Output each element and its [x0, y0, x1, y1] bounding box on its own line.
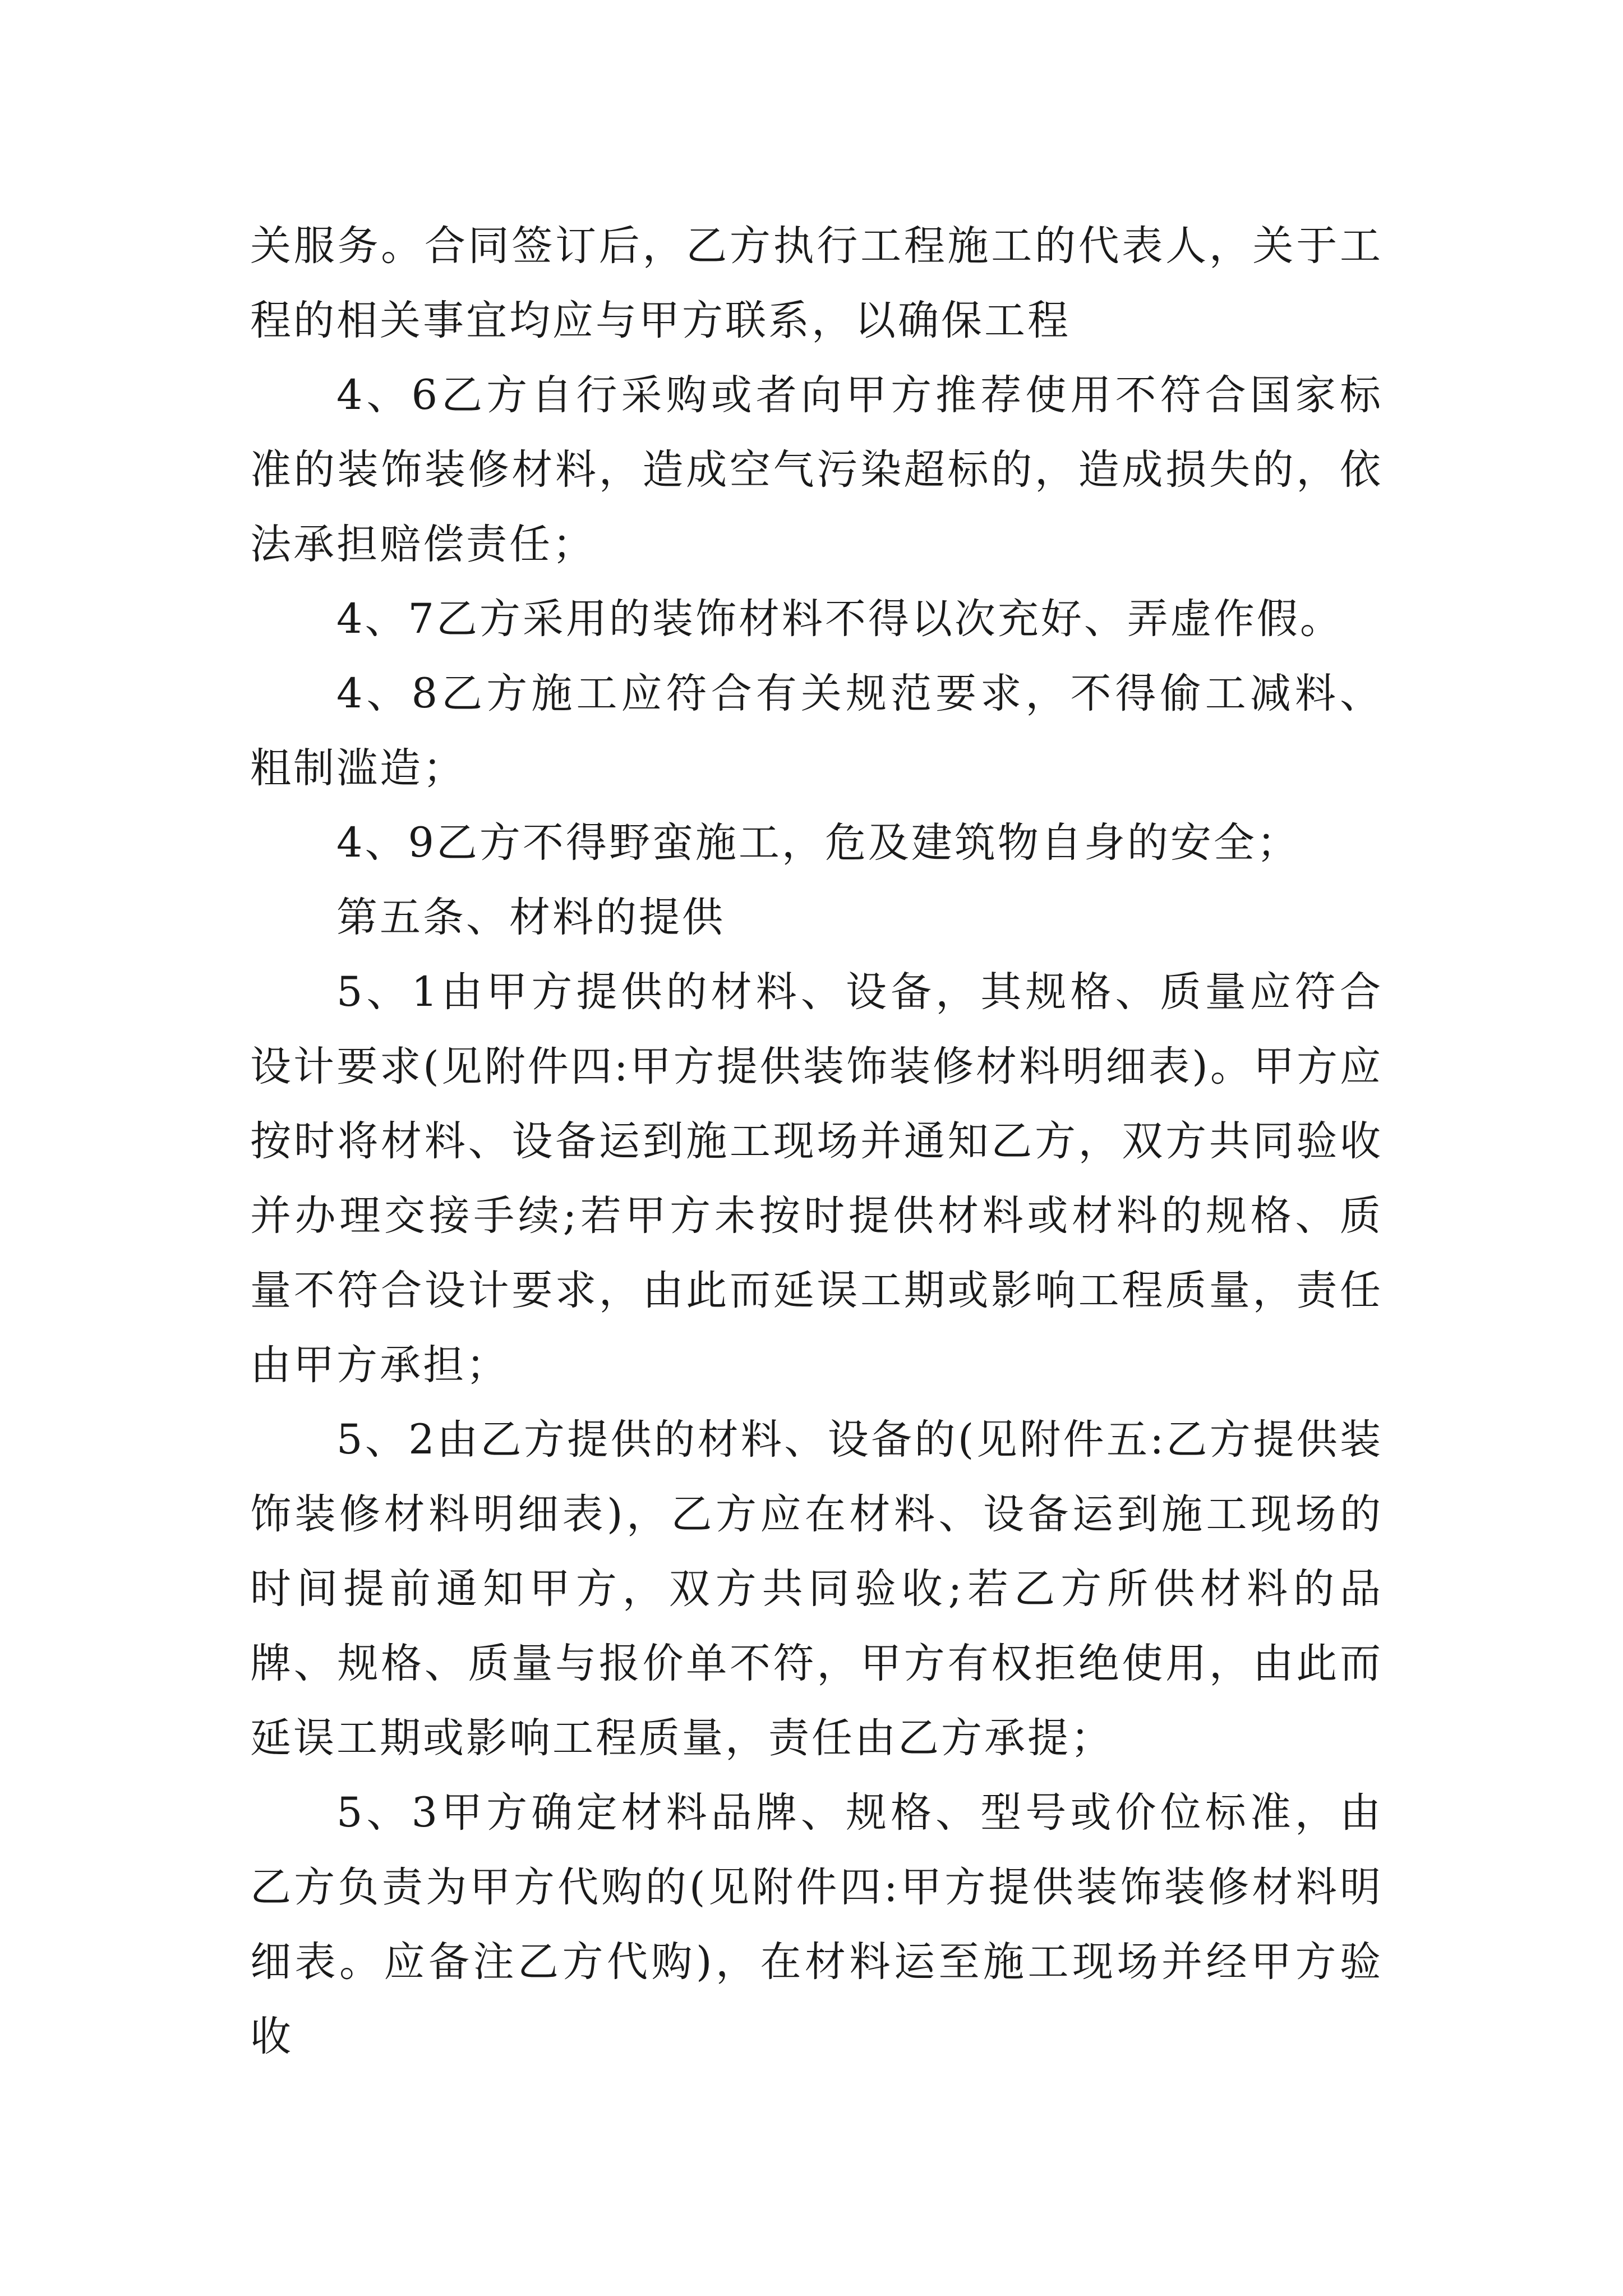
paragraph-service-clause: 关服务。合同签订后，乙方执行工程施工的代表人，关于工程的相关事宜均应与甲方联系，以确保工程 [250, 222, 1383, 344]
paragraph-5-2: 5、2由乙方提供的材料、设备的(见附件五:乙方提供装饰装修材料明细表)，乙方应在材料、设备运到施工现场的时间提前通知甲方，双方共同验收;若乙方所供材料的品牌、规格、质量与报价单不符，甲方有权拒绝使用，由此而延误工期或影响工程质量，责任由乙方承提； [250, 1416, 1383, 1762]
section-heading-article-5: 第五条、材料的提供 [336, 894, 725, 941]
paragraph-4-8: 4、8乙方施工应符合有关规范要求，不得偷工减料、粗制滥造； [250, 670, 1383, 792]
paragraph-5-3: 5、3甲方确定材料品牌、规格、型号或价位标准，由乙方负责为甲方代购的(见附件四:甲方提供装饰装修材料明细表。应备注乙方代购)，在材料运至施工现场并经甲方验收 [250, 1789, 1383, 2060]
paragraph-4-6: 4、6乙方自行采购或者向甲方推荐使用不符合国家标准的装饰装修材料，造成空气污染超标的，造成损失的，依法承担赔偿责任； [250, 371, 1383, 568]
paragraph-4-9: 4、9乙方不得野蛮施工，危及建筑物自身的安全； [336, 819, 1300, 867]
document-body [250, 209, 1383, 2074]
paragraph-4-7: 4、7乙方采用的装饰材料不得以次充好、弄虚作假。 [336, 595, 1343, 643]
paragraph-5-1: 5、1由甲方提供的材料、设备，其规格、质量应符合设计要求(见附件四:甲方提供装饰装修材料明细表)。甲方应按时将材料、设备运到施工现场并通知乙方，双方共同验收并办理交接手续;若甲方未按时提供材料或材料的规格、质量不符合设计要求，由此而延误工期或影响工程质量，责任由甲方承担； [250, 968, 1383, 1389]
